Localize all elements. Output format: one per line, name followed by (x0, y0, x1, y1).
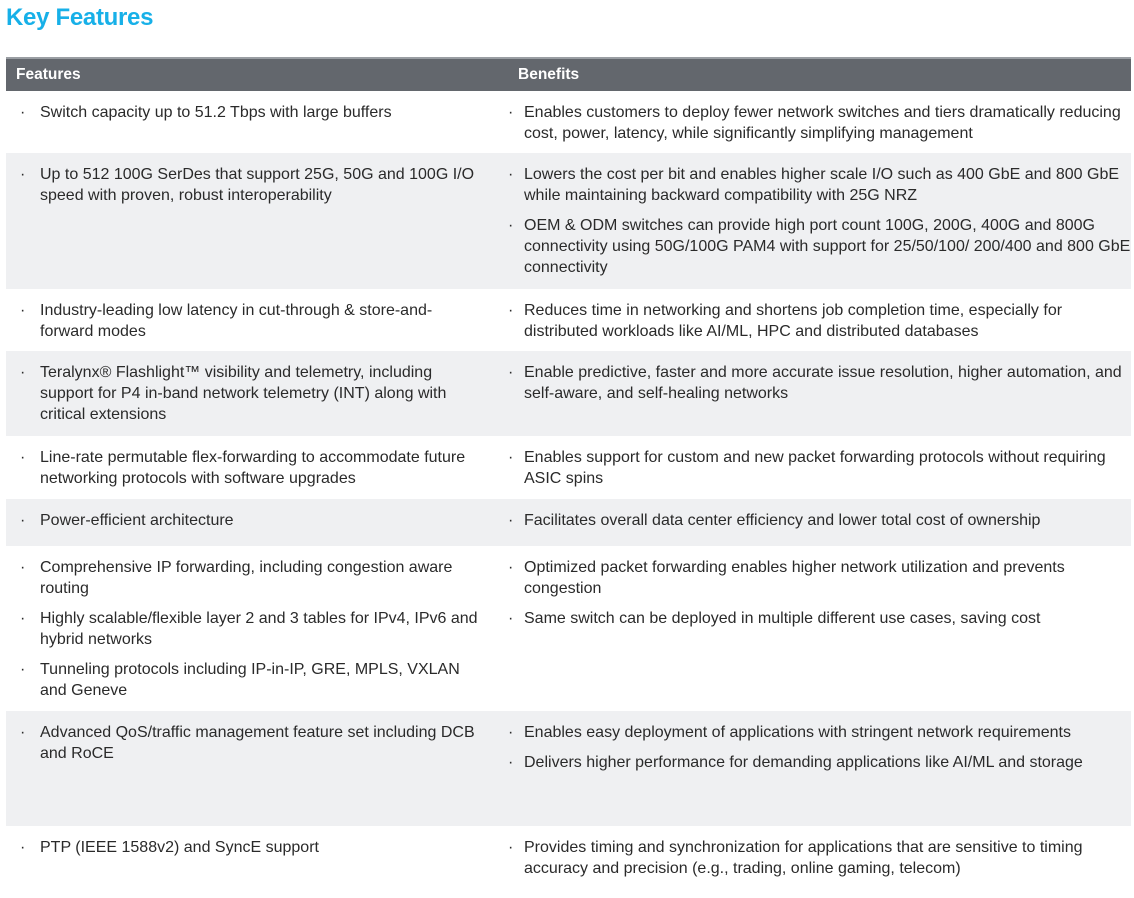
bullet-icon: · (508, 302, 514, 319)
list-item (6, 510, 498, 531)
table-row (6, 436, 1131, 499)
benefits-cell (498, 300, 1131, 351)
bullet-icon: · (20, 839, 26, 856)
bullet-icon: · (20, 724, 26, 741)
features-text: Teralynx® Flashlight™ visibility and telemetry, including support for P4 in-band network telemetry (INT) along with critical extensions (40, 364, 447, 423)
bullet-icon: · (508, 559, 514, 576)
bullet-icon: · (20, 166, 26, 183)
bullet-icon: · (508, 512, 514, 529)
benefits-cell (498, 362, 1131, 436)
features-cell (6, 557, 498, 711)
benefits-cell (498, 510, 1131, 546)
list-item (508, 837, 1131, 879)
bullet-icon: · (20, 364, 26, 381)
list-item (6, 362, 498, 425)
features-cell (6, 837, 498, 891)
benefits-text: Same switch can be deployed in multiple different use cases, saving cost (524, 610, 1041, 627)
list-item (508, 215, 1131, 278)
features-text: Industry-leading low latency in cut-through & store-and-forward modes (40, 302, 433, 340)
features-text: PTP (IEEE 1588v2) and SyncE support (40, 839, 319, 856)
benefits-text: Facilitates overall data center efficiency and lower total cost of ownership (524, 512, 1041, 529)
bullet-icon: · (508, 724, 514, 741)
table-row (6, 91, 1131, 153)
table-row (6, 289, 1131, 351)
features-text: Up to 512 100G SerDes that support 25G, 50G and 100G I/O speed with proven, robust interoperability (40, 166, 475, 204)
key-features-table (6, 57, 1131, 891)
bullet-icon: · (20, 610, 26, 627)
benefits-text: OEM & ODM switches can provide high port count 100G, 200G, 400G and 800G connectivity using 50G/100G PAM4 with support for 25/50/100/ 200/400 and 800 GbE connectivity (524, 217, 1131, 276)
benefits-text: Enable predictive, faster and more accurate issue resolution, higher automation, and self-aware, and self-healing networks (524, 364, 1122, 402)
list-item (508, 102, 1131, 144)
benefits-cell (498, 102, 1131, 153)
bullet-icon: · (20, 449, 26, 466)
bullet-icon: · (20, 512, 26, 529)
list-item (6, 659, 498, 701)
list-item (508, 722, 1131, 743)
benefits-text: Reduces time in networking and shortens job completion time, especially for distributed workloads like AI/ML, HPC and distributed databases (524, 302, 1063, 340)
benefits-text: Optimized packet forwarding enables higher network utilization and prevents congestion (524, 559, 1065, 597)
list-item (508, 362, 1131, 404)
list-item (6, 164, 498, 206)
bullet-icon: · (20, 302, 26, 319)
list-item (6, 722, 498, 764)
list-item (508, 510, 1131, 531)
benefits-text: Enables customers to deploy fewer network switches and tiers dramatically reducing cost, power, latency, while significantly simplifying management (524, 104, 1121, 142)
benefits-text: Lowers the cost per bit and enables higher scale I/O such as 400 GbE and 800 GbE while maintaining backward compatibility with 25G NRZ (524, 166, 1120, 204)
bullet-icon: · (20, 559, 26, 576)
list-item (6, 837, 498, 858)
features-text: Highly scalable/flexible layer 2 and 3 tables for IPv4, IPv6 and hybrid networks (40, 610, 478, 648)
list-item (508, 447, 1131, 489)
benefits-cell (498, 164, 1131, 289)
bullet-icon: · (508, 364, 514, 381)
benefits-cell (498, 837, 1131, 891)
benefits-cell (498, 722, 1131, 826)
features-text: Power-efficient architecture (40, 512, 234, 529)
benefits-text: Enables easy deployment of applications with stringent network requirements (524, 724, 1071, 741)
list-item (6, 102, 498, 123)
features-cell (6, 362, 498, 436)
features-cell (6, 510, 498, 546)
benefits-text: Enables support for custom and new packet forwarding protocols without requiring ASIC spins (524, 449, 1106, 487)
bullet-icon: · (508, 754, 514, 771)
list-item (508, 557, 1131, 599)
features-text: Line-rate permutable flex-forwarding to accommodate future networking protocols with software upgrades (40, 449, 466, 487)
features-text: Tunneling protocols including IP-in-IP, GRE, MPLS, VXLAN and Geneve (40, 661, 460, 699)
features-cell (6, 102, 498, 153)
features-text: Comprehensive IP forwarding, including congestion aware routing (40, 559, 453, 597)
list-item (6, 608, 498, 650)
list-item (508, 300, 1131, 342)
table-row (6, 351, 1131, 436)
list-item (508, 164, 1131, 206)
table-row (6, 711, 1131, 826)
header-benefits: Benefits (518, 66, 580, 83)
table-row (6, 546, 1131, 711)
features-cell (6, 300, 498, 351)
header-features: Features (16, 66, 81, 83)
bullet-icon: · (20, 661, 26, 678)
table-row (6, 826, 1131, 891)
bullet-icon: · (508, 217, 514, 234)
list-item (6, 300, 498, 342)
list-item (6, 557, 498, 599)
bullet-icon: · (508, 166, 514, 183)
page-title: Key Features (6, 4, 154, 31)
benefits-cell (498, 557, 1131, 711)
list-item (508, 752, 1131, 773)
table-header (6, 57, 1131, 91)
features-text: Switch capacity up to 51.2 Tbps with large buffers (40, 104, 392, 121)
bullet-icon: · (20, 104, 26, 121)
features-cell (6, 164, 498, 289)
bullet-icon: · (508, 610, 514, 627)
benefits-text: Delivers higher performance for demanding applications like AI/ML and storage (524, 754, 1083, 771)
features-cell (6, 722, 498, 826)
table-row (6, 499, 1131, 546)
bullet-icon: · (508, 449, 514, 466)
list-item (508, 608, 1131, 629)
bullet-icon: · (508, 104, 514, 121)
features-text: Advanced QoS/traffic management feature set including DCB and RoCE (40, 724, 475, 762)
benefits-text: Provides timing and synchronization for applications that are sensitive to timing accuracy and precision (e.g., trading, online gaming, telecom) (524, 839, 1083, 877)
list-item (6, 447, 498, 489)
table-row (6, 153, 1131, 289)
bullet-icon: · (508, 839, 514, 856)
benefits-cell (498, 447, 1131, 499)
features-cell (6, 447, 498, 499)
